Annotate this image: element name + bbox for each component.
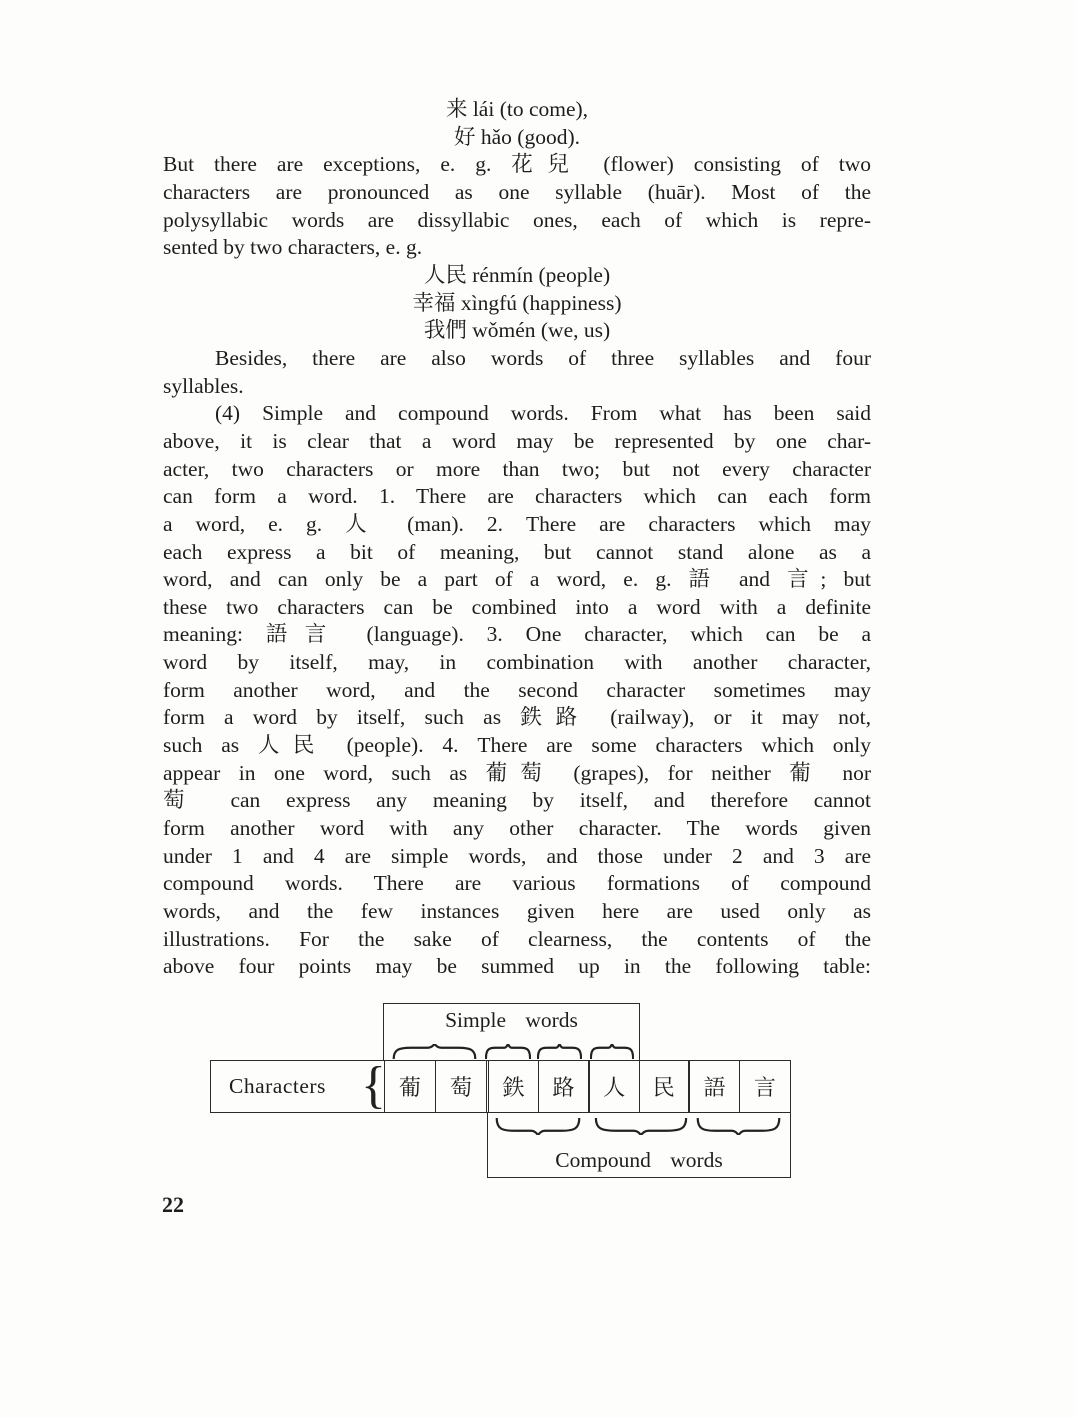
text-line: form another word with any other character. The words given (163, 816, 871, 841)
character-cell: 人 (603, 1075, 626, 1100)
characters-row (210, 1057, 791, 1114)
text-line: such as 人民 (people). 4. There are some characters which only (163, 733, 871, 758)
text-line: (4) Simple and compound words. From what has been said (215, 401, 871, 426)
text-line: meaning: 語言 (language). 3. One character, which can be a (163, 622, 871, 647)
text-line: illustrations. For the sake of clearness, the contents of the (163, 926, 871, 951)
text-line: characters are pronounced as one syllable (huār). Most of the (163, 179, 871, 204)
text-line: a word, e. g. 人 (man). 2. There are characters which may (163, 511, 871, 536)
over-brace-icon (590, 1044, 634, 1059)
text-line: 萄 can express any meaning by itself, and therefore cannot (163, 788, 871, 813)
text-line: above four points may be summed up in the following table: (163, 954, 871, 979)
under-brace-icon (696, 1118, 781, 1135)
compound-words-label: Compound words (555, 1148, 723, 1172)
character-cell: 言 (739, 1061, 789, 1112)
text-line: 人民 rénmín (people) (423, 262, 611, 287)
text-line: acter, two characters or more than two; but not every character (163, 456, 871, 481)
text-line: 我們 wǒmén (we, us) (423, 318, 611, 343)
character-cell: 葡 (398, 1075, 421, 1100)
text-line: above, it is clear that a word may be represented by one char- (163, 428, 871, 453)
word-box (488, 1061, 589, 1112)
text-line: word by itself, may, in combination with another character, (163, 650, 871, 675)
over-brace-icon (537, 1044, 582, 1059)
character-cell: 語 (703, 1075, 726, 1100)
text-line: polysyllabic words are dissyllabic ones, each of which is repre- (163, 207, 871, 232)
text-line: But there are exceptions, e. g. 花兒 (flower) consisting of two (163, 152, 871, 177)
character-cell: 萄 (435, 1061, 486, 1112)
text-line: form another word, and the second character sometimes may (163, 677, 871, 702)
page-number: 22 (162, 1192, 184, 1217)
body-text (163, 96, 871, 981)
text-line: 来 lái (to come), (445, 97, 589, 121)
text-line: under 1 and 4 are simple words, and those under 2 and 3 are (163, 843, 871, 868)
simple-words-box (383, 1003, 640, 1061)
compound-words-box (487, 1113, 791, 1178)
text-line: 幸福 xìngfú (happiness) (412, 290, 622, 315)
text-line: word, and can only be a part of a word, e. g. 語 and 言; but (163, 567, 871, 592)
word-box (689, 1061, 791, 1112)
text-line: Besides, there are also words of three syllables and four (215, 345, 871, 370)
under-brace-icon (495, 1118, 581, 1135)
text-line: appear in one word, such as 葡萄 (grapes), for neither 葡 nor (163, 760, 871, 785)
text-line: can form a word. 1. There are characters which can each form (163, 484, 871, 509)
over-brace-icon (485, 1044, 531, 1059)
text-line: each express a bit of meaning, but cannot stand alone as a (163, 539, 871, 564)
characters-row-label: Characters (229, 1074, 326, 1098)
text-line: compound words. There are various formations of compound (163, 871, 871, 896)
text-line: words, and the few instances given here are used only as (163, 899, 871, 924)
text-line: 好 hǎo (good). (454, 124, 580, 149)
text-line: sented by two characters, e. g. (163, 235, 423, 260)
character-cell: 鉄 (502, 1075, 525, 1100)
left-curly-brace: { (361, 1057, 386, 1114)
text-line: syllables. (163, 373, 244, 398)
character-cell: 路 (538, 1061, 588, 1112)
word-box (384, 1061, 487, 1112)
over-brace-icon (392, 1044, 477, 1059)
under-brace-icon (594, 1118, 688, 1135)
character-cell: 民 (639, 1061, 689, 1112)
simple-words-label: Simple words (445, 1008, 578, 1032)
text-line: these two characters can be combined into a word with a definite (163, 594, 871, 619)
text-line: form a word by itself, such as 鉄路 (railway), or it may not, (163, 705, 871, 730)
word-box (589, 1061, 689, 1112)
